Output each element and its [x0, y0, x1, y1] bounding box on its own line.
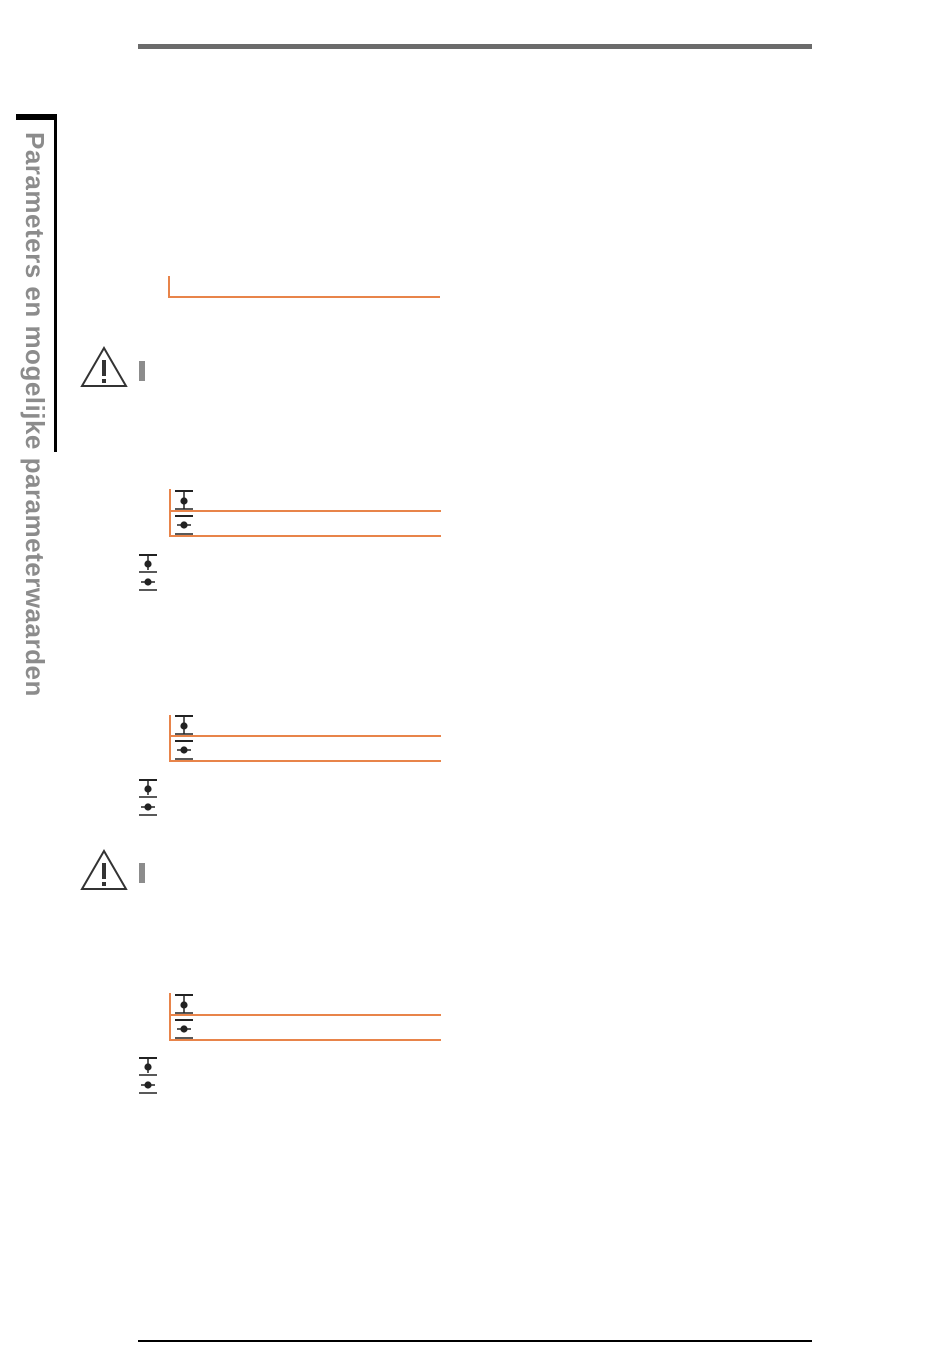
setpoint-lower-icon	[173, 739, 195, 761]
warning-marker-bar	[139, 361, 145, 381]
table-row-divider	[169, 510, 441, 512]
table-bottom-border	[169, 1039, 441, 1041]
setpoint-combined-icon	[137, 1057, 159, 1095]
section-marker	[168, 276, 170, 298]
setpoint-upper-icon	[173, 714, 195, 736]
section-underline	[168, 296, 440, 298]
setpoint-upper-icon	[173, 489, 195, 511]
header-rule	[138, 44, 812, 49]
warning-triangle-icon	[80, 346, 128, 388]
table-bottom-border	[169, 760, 441, 762]
table-row-divider	[169, 1014, 441, 1016]
setpoint-combined-icon	[137, 779, 159, 817]
setpoint-lower-icon	[173, 514, 195, 536]
table-bottom-border	[169, 535, 441, 537]
side-chapter-title: Parameters en mogelijke parameterwaarden	[20, 132, 50, 697]
table-left-border	[169, 489, 171, 537]
footer-rule	[138, 1340, 812, 1342]
warning-marker-bar	[139, 863, 145, 883]
warning-triangle-icon	[80, 849, 128, 891]
table-left-border	[169, 715, 171, 762]
table-left-border	[169, 993, 171, 1041]
setpoint-lower-icon	[173, 1018, 195, 1040]
setpoint-combined-icon	[137, 554, 159, 592]
side-tab-line	[54, 114, 57, 452]
setpoint-upper-icon	[173, 993, 195, 1015]
table-row-divider	[169, 735, 441, 737]
side-tab-marker	[16, 114, 57, 120]
